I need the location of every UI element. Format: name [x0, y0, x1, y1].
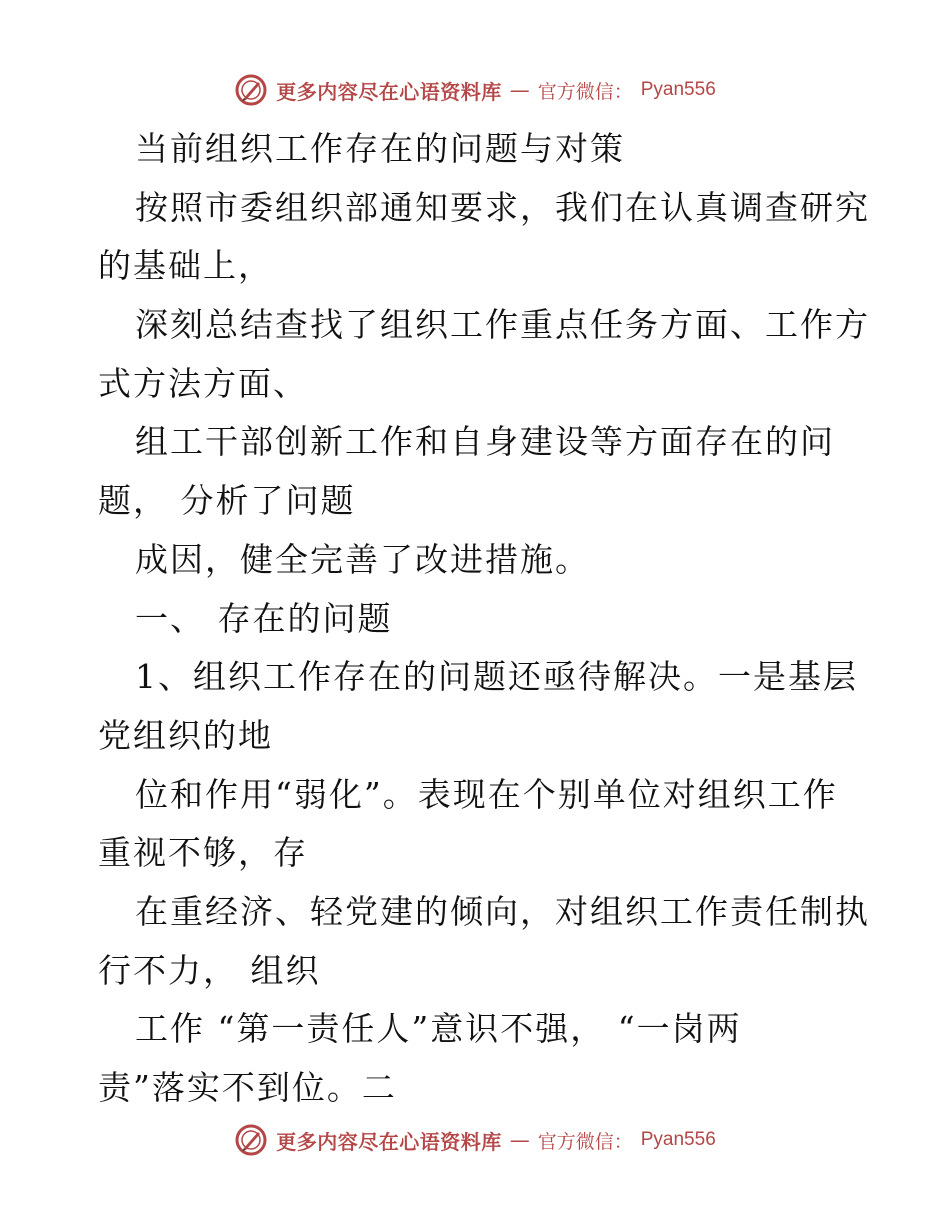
paragraph-line: 重视不够，存	[98, 833, 308, 873]
paragraph-line: 成因，健全完善了改进措施。	[135, 539, 590, 579]
header-banner	[0, 68, 950, 112]
paragraph-line: 工作 “第一责任人”意识不强， “一岗两	[135, 1009, 742, 1049]
footer-brand-text: 更多内容尽在心语资料库	[276, 1129, 502, 1154]
header-dash: —	[509, 78, 530, 102]
document-title: 当前组织工作存在的问题与对策	[135, 129, 625, 168]
paragraph-line: 在重经济、轻党建的倾向，对组织工作责任制执	[135, 891, 870, 931]
paragraph-line: 题， 分析了问题	[98, 481, 356, 521]
paragraph-line: 行不力， 组织	[98, 950, 321, 990]
footer-banner	[0, 1118, 950, 1162]
paragraph-line: 按照市委组织部通知要求，我们在认真调查研究	[135, 187, 870, 227]
paragraph-line: 党组织的地	[98, 715, 273, 755]
paragraph-line: 式方法方面、	[98, 363, 308, 403]
header-brand-text: 更多内容尽在心语资料库	[276, 79, 502, 104]
paragraph-line: 组工干部创新工作和自身建设等方面存在的问	[135, 422, 835, 462]
paragraph-line: 1、组织工作存在的问题还亟待解决。一是基层	[135, 657, 858, 697]
paragraph-line: 位和作用“弱化”。表现在个别单位对组织工作	[135, 774, 838, 814]
paragraph-line: 的基础上，	[98, 246, 273, 286]
section-heading: 一、 存在的问题	[135, 598, 393, 638]
pen-logo-icon	[234, 1123, 268, 1157]
footer-wechat-handle: Pyan556	[640, 1129, 716, 1150]
paragraph-line: 责”落实不到位。二	[98, 1068, 397, 1107]
pen-logo-icon	[234, 73, 268, 107]
document-body	[98, 120, 870, 1118]
footer-wechat-label: 官方微信：	[537, 1130, 633, 1153]
paragraph-line: 深刻总结查找了组织工作重点任务方面、工作方	[135, 305, 870, 345]
footer-dash: —	[509, 1128, 530, 1152]
header-wechat-label: 官方微信：	[537, 80, 633, 103]
header-wechat-handle: Pyan556	[640, 79, 716, 100]
